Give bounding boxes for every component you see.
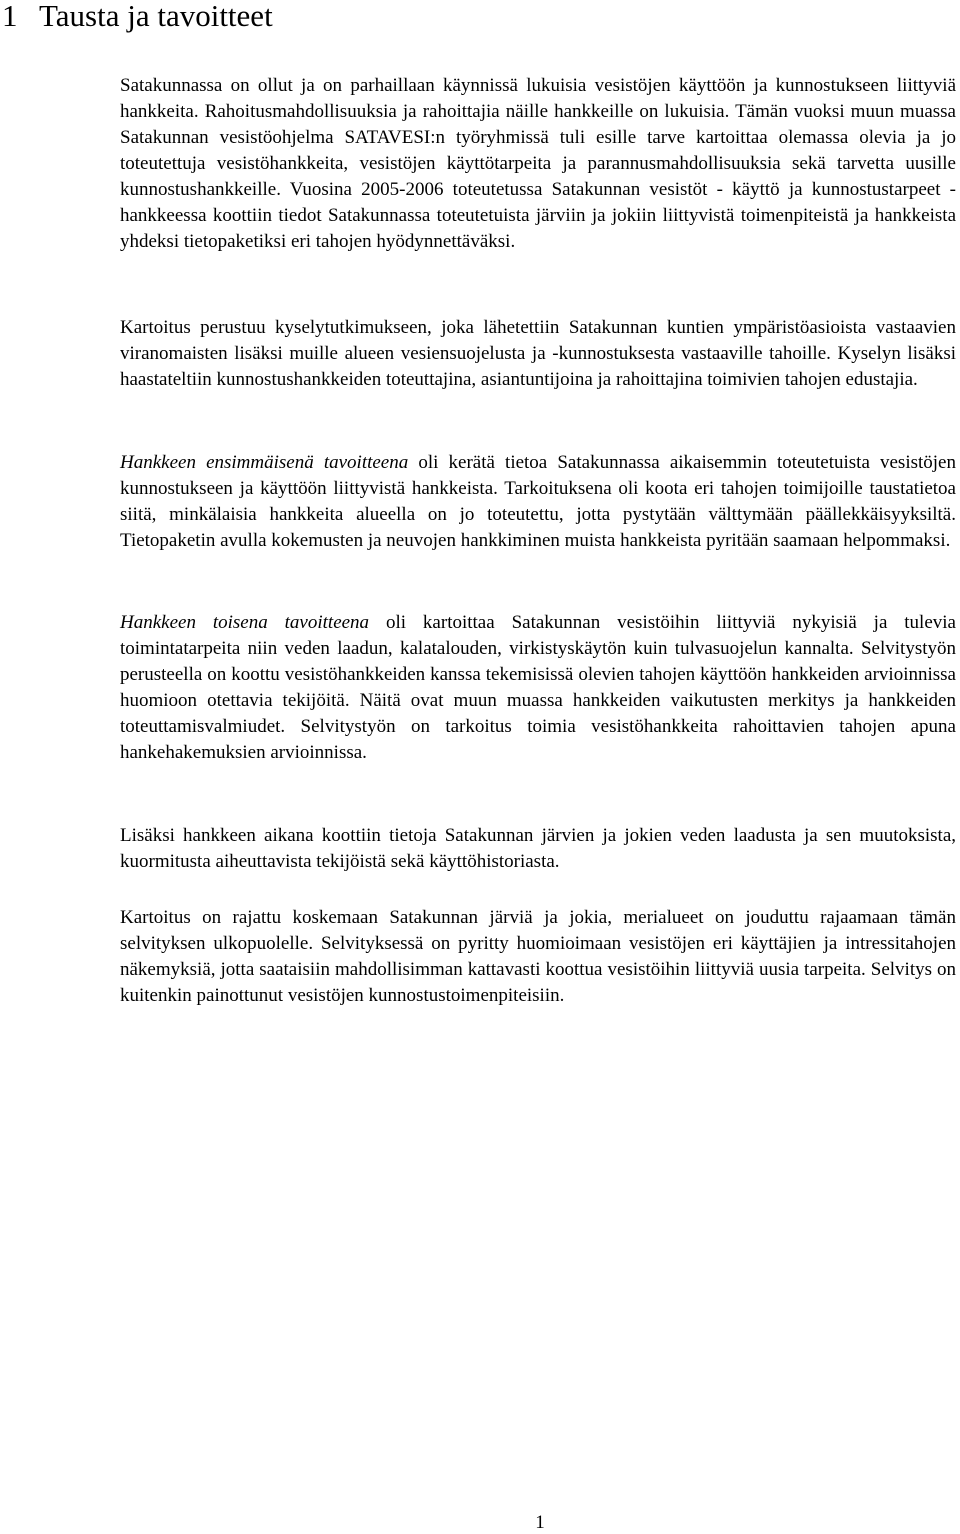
paragraph-water-quality: Lisäksi hankkeen aikana koottiin tietoja Satakunnan järvien ja jokien veden laadusta ja sen muutoksista, kuormitusta aiheuttavista tekijöistä sekä käyttöhistoriasta. — [120, 825, 956, 872]
second-goal-text: oli kartoittaa Satakunnan vesistöihin liittyviä nykyisiä ja tulevia toimintatarpeita niin veden laadun, kalatalouden, virkistyskäytön kuin tulvasuojelun kannalta. Selvitystyön perusteella on koottu vesistöhankkeiden kanssa tekemisissä olevien tahojen käyttöön hankkeiden arvioinnissa huomioon otettavia tekijöitä. Näitä ovat muun muassa hankkeiden vaikutusten merkitys ja hankkeiden toteuttamisvalmiudet. Selvitystyön on tarkoitus toimia vesistöhankkeita rahoittavien tahojen apuna hankehakemuksien arvioinnissa. — [120, 612, 956, 763]
section-number: 1 — [2, 0, 18, 33]
paragraph-first-goal — [120, 450, 956, 554]
paragraph-second-goal — [120, 610, 956, 766]
section-title: Tausta ja tavoitteet — [39, 0, 273, 33]
page-number: 1 — [535, 1512, 545, 1533]
first-goal-lead: Hankkeen ensimmäisenä tavoitteena — [120, 452, 409, 473]
paragraph-survey: Kartoitus perustuu kyselytutkimukseen, joka lähetettiin Satakunnan kuntien ympäristöasioista vastaavien viranomaisten lisäksi muille alueen vesiensuojelusta ja -kunnostuksesta vastaaville tahoille. Kyselyn lisäksi haastateltiin kunnostushankkeiden toteuttajina, asiantuntijoina ja rahoittajina toimivien tahojen edustajia. — [120, 317, 956, 390]
second-goal-lead: Hankkeen toisena tavoitteena — [120, 612, 370, 633]
section-heading — [2, 0, 273, 34]
paragraph-scope: Kartoitus on rajattu koskemaan Satakunnan järviä ja jokia, merialueet on jouduttu rajaamaan tämän selvityksen ulkopuolelle. Selvityksessä on pyritty huomioimaan vesistöjen eri käyttäjien ja intressitahojen näkemyksiä, jotta saataisiin mahdollisimman kattavasti koottua vesistöihin liittyviä uusia tarpeita. Selvitys on kuitenkin painottunut vesistöjen kunnostustoimenpiteisiin. — [120, 907, 956, 1006]
first-goal-text: oli kerätä tietoa Satakunnassa aikaisemmin toteutetuista vesistöjen kunnostukseen ja käyttöön liittyvistä hankkeista. Tarkoituksena oli koota eri tahojen toimijoille taustatietoa siitä, minkälaisia hankkeita alueella on jo toteutettu, jotta pystytään välttymään päällekkäisyyksiltä. Tietopaketin avulla kokemusten ja neuvojen hankkiminen muista hankkeista pyritään saamaan helpommaksi. — [120, 452, 956, 551]
paragraph-background: Satakunnassa on ollut ja on parhaillaan käynnissä lukuisia vesistöjen käyttöön ja kunnostukseen liittyviä hankkeita. Rahoitusmahdollisuuksia ja rahoittajia näille hankkeille on lukuisia. Tämän vuoksi muun muassa Satakunnan vesistöohjelma SATAVESI:n työryhmissä tuli esille tarve kartoittaa olemassa olevia ja jo toteutettuja vesistöhankkeita, vesistöjen käyttötarpeita ja parannusmahdollisuuksia sekä tarvetta uusille kunnostushankkeille. Vuosina 2005-2006 toteutetussa Satakunnan vesistöt - käyttö ja kunnostustarpeet - hankkeessa koottiin tiedot Satakunnassa toteutetuista järviin ja jokiin liittyvistä toimenpiteistä ja hankkeista yhdeksi tietopaketiksi eri tahojen hyödynnettäväksi. — [120, 75, 956, 252]
